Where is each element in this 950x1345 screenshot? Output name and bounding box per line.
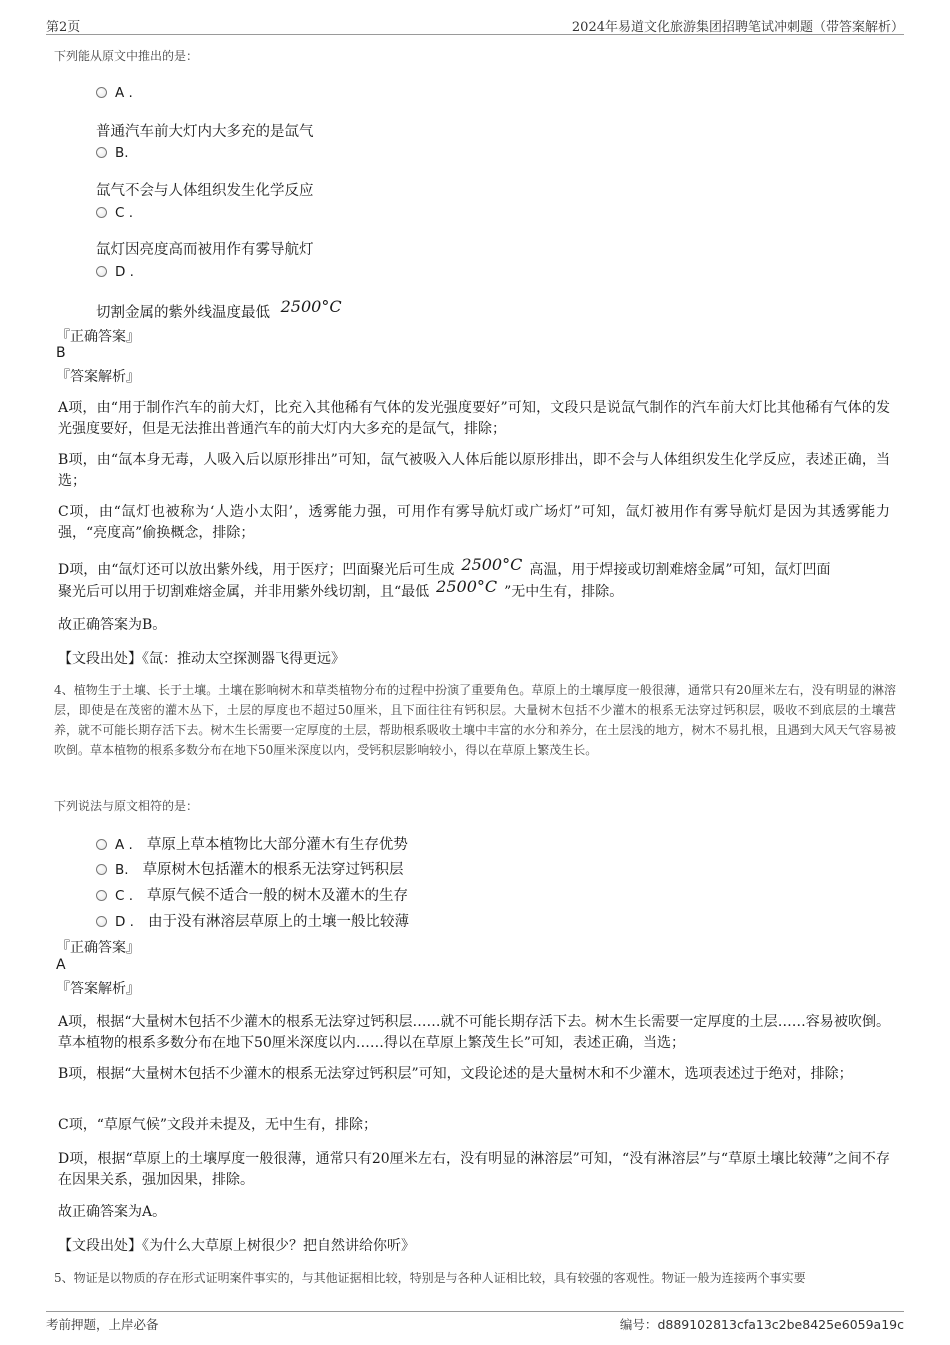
q3-analysis-d-line2 xyxy=(58,577,624,601)
q3-analysis-title: 『答案解析』 xyxy=(56,369,140,385)
option-label: C . xyxy=(115,205,134,221)
q4-passage: 4、植物生于土壤、长于土壤。土壤在影响树木和草类植物分布的过程中扮演了重要角色。草原上的土壤厚度一般很薄，通常只有20厘米左右，没有明显的淋溶层，即使是在茂密的灌木丛下，土层的厚度也不超过50厘米，且下面往往有钙积层。大量树木包括不少灌木的根系无法穿过钙积层，吸收不到底层的土壤营养，就不可能长期存活下去。树木生长需要一定厚度的土层，帮助根系吸收土壤中丰富的水分和养分，在土层浅的地方，树木不易扎根，且遇到大风天气容易被吹倒。草本植物的根系多数分布在地下50厘米深度以内，受钙积层影响较小，得以在草原上繁茂生长。 xyxy=(54,683,896,757)
radio-icon[interactable] xyxy=(96,147,107,158)
q4-analysis-a: A项，根据“大量树木包括不少灌木的根系无法穿过钙积层……就不可能长期存活下去。树木生长需要一定厚度的土层……容易被吹倒。草本植物的根系多数分布在地下50厘米深度以内……得以在草原上繁茂生长”可知，表述正确，当选； xyxy=(58,1014,890,1051)
option-text: 由于没有淋溶层草原上的土壤一般比较薄 xyxy=(147,914,409,930)
code-value: d889102813cfa13c2be8425e6059a19c xyxy=(657,1317,904,1332)
q4-option-c[interactable] xyxy=(96,884,408,905)
q3-analysis-a: A项，由“用于制作汽车的前大灯，比充入其他稀有气体的发光强度要好”可知，文段只是说氙气制作的汽车前大灯比其他稀有气体的发光强度要好，但是无法推出普通汽车的前大灯内大多充的是氙气，排除； xyxy=(58,400,890,437)
q5-passage: 5、物证是以物质的存在形式证明案件事实的，与其他证据相比较，特别是与各种人证相比较，具有较强的客观性。物证一般为连接两个事实要 xyxy=(54,1271,806,1285)
q3-option-b[interactable] xyxy=(96,142,129,161)
option-text: 草原上草本植物比大部分灌木有生存优势 xyxy=(146,837,408,853)
page-footer xyxy=(46,1311,904,1332)
option-label: D . xyxy=(115,914,134,930)
option-label: B. xyxy=(115,862,129,878)
q3-analysis-b: B项，由“氙本身无毒，人吸入后以原形排出”可知，氙气被吸入人体后能以原形排出，即不会与人体组织发生化学反应，表述正确，当选； xyxy=(58,452,890,489)
q4-option-b[interactable] xyxy=(96,858,404,879)
q3-option-d[interactable] xyxy=(96,261,134,280)
q4-analysis-c: C项，“草原气候”文段并未提及，无中生有，排除； xyxy=(58,1117,378,1133)
q4-prompt: 下列说法与原文相符的是： xyxy=(54,799,199,813)
radio-icon[interactable] xyxy=(96,839,107,850)
q3-analysis-c: C项，由“氙灯也被称为‘人造小太阳’，透雾能力强，可用作有雾导航灯或广场灯”可知，氙灯被用作有雾导航灯是因为其透雾能力强，“亮度高”偷换概念，排除； xyxy=(58,504,890,541)
q3-conclusion: 故正确答案为B。 xyxy=(58,617,167,633)
q4-conclusion: 故正确答案为A。 xyxy=(58,1204,167,1220)
analysis-d-text-1a: D项，由“氙灯还可以放出紫外线，用于医疗；凹面聚光后可生成 xyxy=(58,562,455,578)
option-label: B. xyxy=(115,145,129,161)
option-text: 草原气候不适合一般的树木及灌木的生存 xyxy=(147,888,409,904)
page-number: 第2页 xyxy=(46,20,81,35)
footer-slogan: 考前押题，上岸必备 xyxy=(46,1317,159,1332)
q3-option-c[interactable] xyxy=(96,202,133,221)
temperature-formula: 2500°C xyxy=(436,577,498,596)
q3-option-c-text: 氙灯因亮度高而被用作有雾导航灯 xyxy=(96,242,314,258)
analysis-d-text-2a: 聚光后可以用于切割难熔金属，并非用紫外线切割，且“最低 xyxy=(58,584,430,600)
q4-analysis-b: B项，根据“大量树木包括不少灌木的根系无法穿过钙积层”可知，文段论述的是大量树木和不少灌木，选项表述过于绝对，排除； xyxy=(58,1066,853,1082)
q4-option-d[interactable] xyxy=(96,910,409,931)
q4-analysis-title: 『答案解析』 xyxy=(56,981,140,997)
document-code xyxy=(620,1315,904,1333)
q3-option-d-text xyxy=(96,297,342,322)
radio-icon[interactable] xyxy=(96,864,107,875)
q3-option-a-text: 普通汽车前大灯内大多充的是氙气 xyxy=(96,124,314,140)
option-text: 草原树木包括灌木的根系无法穿过钙积层 xyxy=(142,862,404,878)
option-label: A . xyxy=(115,837,133,853)
q4-source: 【文段出处】《为什么大草原上树很少？把自然讲给你听》 xyxy=(58,1238,415,1254)
radio-icon[interactable] xyxy=(96,266,107,277)
code-label: 编号： xyxy=(619,1317,658,1332)
q3-answer: B xyxy=(56,345,66,361)
analysis-d-text-2b: ”无中生有，排除。 xyxy=(504,584,624,600)
temperature-formula: 2500°C xyxy=(461,555,523,574)
q3-source: 【文段出处】《氙：推动太空探测器飞得更远》 xyxy=(58,651,345,667)
option-label: D . xyxy=(115,264,134,280)
q3-option-a[interactable] xyxy=(96,82,133,101)
q4-answer-title: 『正确答案』 xyxy=(56,940,140,956)
temperature-formula: 2500°C xyxy=(280,297,342,316)
radio-icon[interactable] xyxy=(96,890,107,901)
radio-icon[interactable] xyxy=(96,207,107,218)
option-label: C . xyxy=(115,888,134,904)
q3-analysis-d-line1 xyxy=(58,555,831,579)
page-header xyxy=(46,14,904,35)
radio-icon[interactable] xyxy=(96,916,107,927)
q3-answer-title: 『正确答案』 xyxy=(56,329,140,345)
q3-option-b-text: 氙气不会与人体组织发生化学反应 xyxy=(96,183,314,199)
option-d-words: 切割金属的紫外线温度最低 xyxy=(96,305,270,321)
q4-option-a[interactable] xyxy=(96,833,408,854)
document-title: 2024年易道文化旅游集团招聘笔试冲刺题（带答案解析） xyxy=(571,20,904,35)
q4-analysis-d: D项，根据“草原上的土壤厚度一般很薄，通常只有20厘米左右，没有明显的淋溶层”可知，“没有淋溶层”与“草原土壤比较薄”之间不存在因果关系，强加因果，排除。 xyxy=(58,1151,890,1188)
q3-prompt: 下列能从原文中推出的是： xyxy=(54,49,199,63)
radio-icon[interactable] xyxy=(96,87,107,98)
analysis-d-text-1b: 高温，用于焊接或切割难熔金属”可知，氙灯凹面 xyxy=(529,562,831,578)
option-label: A . xyxy=(115,85,133,101)
q4-answer: A xyxy=(56,957,66,973)
